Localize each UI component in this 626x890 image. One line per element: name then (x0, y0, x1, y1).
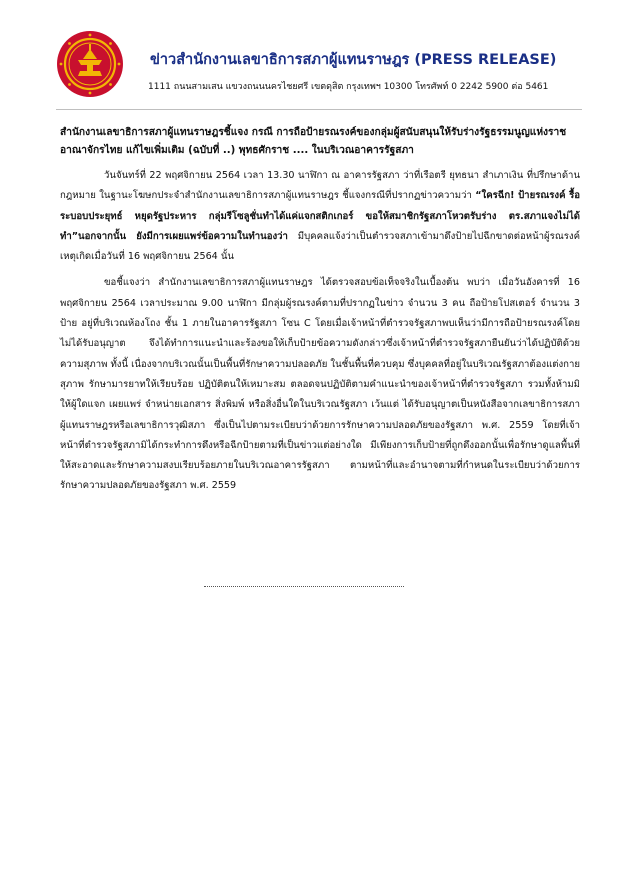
press-subject: สำนักงานเลขาธิการสภาผู้แทนราษฎรชี้แจง กรณี การถือป้ายรณรงค์ของกลุ่มผู้สนับสนุนให้รับร่างรัฐธรรมนูญแห่งราชอาณาจักรไทย แก้ไขเพิ่มเติม (ฉบับที่ ..) พุทธศักราช .... ในบริเวณอาคารรัฐสภา (60, 127, 567, 156)
parliament-emblem-icon (56, 30, 124, 98)
header-divider (56, 109, 582, 110)
body-paragraph-1-intro: วันจันทร์ที่ 22 พฤศจิกายน 2564 เวลา 13.30 นาฬิกา ณ อาคารรัฐสภา ว่าที่เรือตรี ยุทธนา สำเภาเงิน ที่ปรึกษาด้านกฎหมาย ในฐานะโฆษกประจำสำนักงานเลขาธิการสภาผู้แทนราษฎร ชี้แจงกรณีที่ปรากฏข่าวความว่า (60, 170, 580, 202)
press-body (60, 166, 580, 497)
body-paragraph-1-quote: “ใครฉีก! ป้ายรณรงค์ รื้อระบอบประยุทธ์ หยุดรัฐประหาร กลุ่มรีโซลูชั่นทำได้แค่แจกสติกเกอร์ ขอให้สมาชิกรัฐสภาโหวตรับร่าง ตร.สภาแจงไม่ได้ทำ”นอกจากนั้น ยังมีการเผยแพร่ข้อความในทำนองว่า (60, 190, 581, 242)
body-paragraph-1-rest: มีบุคคลแจ้งว่าเป็นตำรวจสภาเข้ามาดึงป้ายไปฉีกขาดต่อหน้าผู้รณรงค์ เหตุเกิดเมื่อวันที่ 16 พฤศจิกายน 2564 นั้น (60, 230, 580, 263)
header-title: ข่าวสำนักงานเลขาธิการสภาผู้แทนราษฎร (PRESS RELEASE) (150, 52, 557, 68)
body-paragraph-1 (60, 166, 580, 267)
footer-divider (204, 586, 404, 587)
header-address: 1111 ถนนสามเสน แขวงถนนนครไชยศรี เขตดุสิต กรุงเทพฯ 10300 โทรศัพท์ 0 2242 5900 ต่อ 5461 (148, 82, 549, 92)
body-paragraph-2: ขอชี้แจงว่า สำนักงานเลขาธิการสภาผู้แทนราษฎร ได้ตรวจสอบข้อเท็จจริงในเบื้องต้น พบว่า เมื่อวันอังคารที่ 16 พฤศจิกายน 2564 เวลาประมาณ 9.00 นาฬิกา มีกลุ่มผู้รณรงค์ตามที่ปรากฏในข่าว จำนวน 3 คน ถือป้ายโปสเตอร์ จำนวน 3 ป้าย อยู่ที่บริเวณห้องโถง ชั้น 1 ภายในอาคารรัฐสภา โซน C โดยเมื่อเจ้าหน้าที่ตำรวจรัฐสภาพบเห็นว่ามีการถือป้ายรณรงค์โดยไม่ได้รับอนุญาต จึงได้ทำการแนะนำและร้องขอให้เก็บป้ายข้อความดังกล่าวซึ่งเจ้าหน้าที่ตำรวจรัฐสภายืนยันว่าได้ปฏิบัติด้วยความสุภาพ ทั้งนี้ เนื่องจากบริเวณนั้นเป็นพื้นที่รักษาความปลอดภัย ในชั้นพื้นที่ควบคุม ซึ่งบุคคลที่อยู่ในบริเวณรัฐสภาต้องแต่งกายสุภาพ รักษามารยาทให้เรียบร้อย ปฏิบัติตนให้เหมาะสม ตลอดจนปฏิบัติตามคำแนะนำของเจ้าหน้าที่ตำรวจรัฐสภา รวมทั้งห้ามมิให้ผู้ใดแจก เผยแพร่ จำหน่ายเอกสาร สิ่งพิมพ์ หรือสิ่งอื่นใดในบริเวณรัฐสภา เว้นแต่ ได้รับอนุญาตเป็นหนังสือจากเลขาธิการสภาผู้แทนราษฎรหรือเลขาธิการวุฒิสภา ซึ่งเป็นไปตามระเบียบว่าด้วยการรักษาความปลอดภัยของรัฐสภา พ.ศ. 2559 โดยที่เจ้าหน้าที่ตำรวจรัฐสภามิได้กระทำการดึงหรือฉีกป้ายตามที่เป็นข่าวแต่อย่างใด มีเพียงการเก็บป้ายที่ถูกดึงออกนั้นเพื่อรักษาดูแลพื้นที่ให้สะอาดและรักษาความสงบเรียบร้อยภายในบริเวณอาคารรัฐสภา ตามหน้าที่และอำนาจตามที่กำหนดในระเบียบว่าด้วยการรักษาความปลอดภัยของรัฐสภา พ.ศ. 2559 (60, 277, 580, 492)
